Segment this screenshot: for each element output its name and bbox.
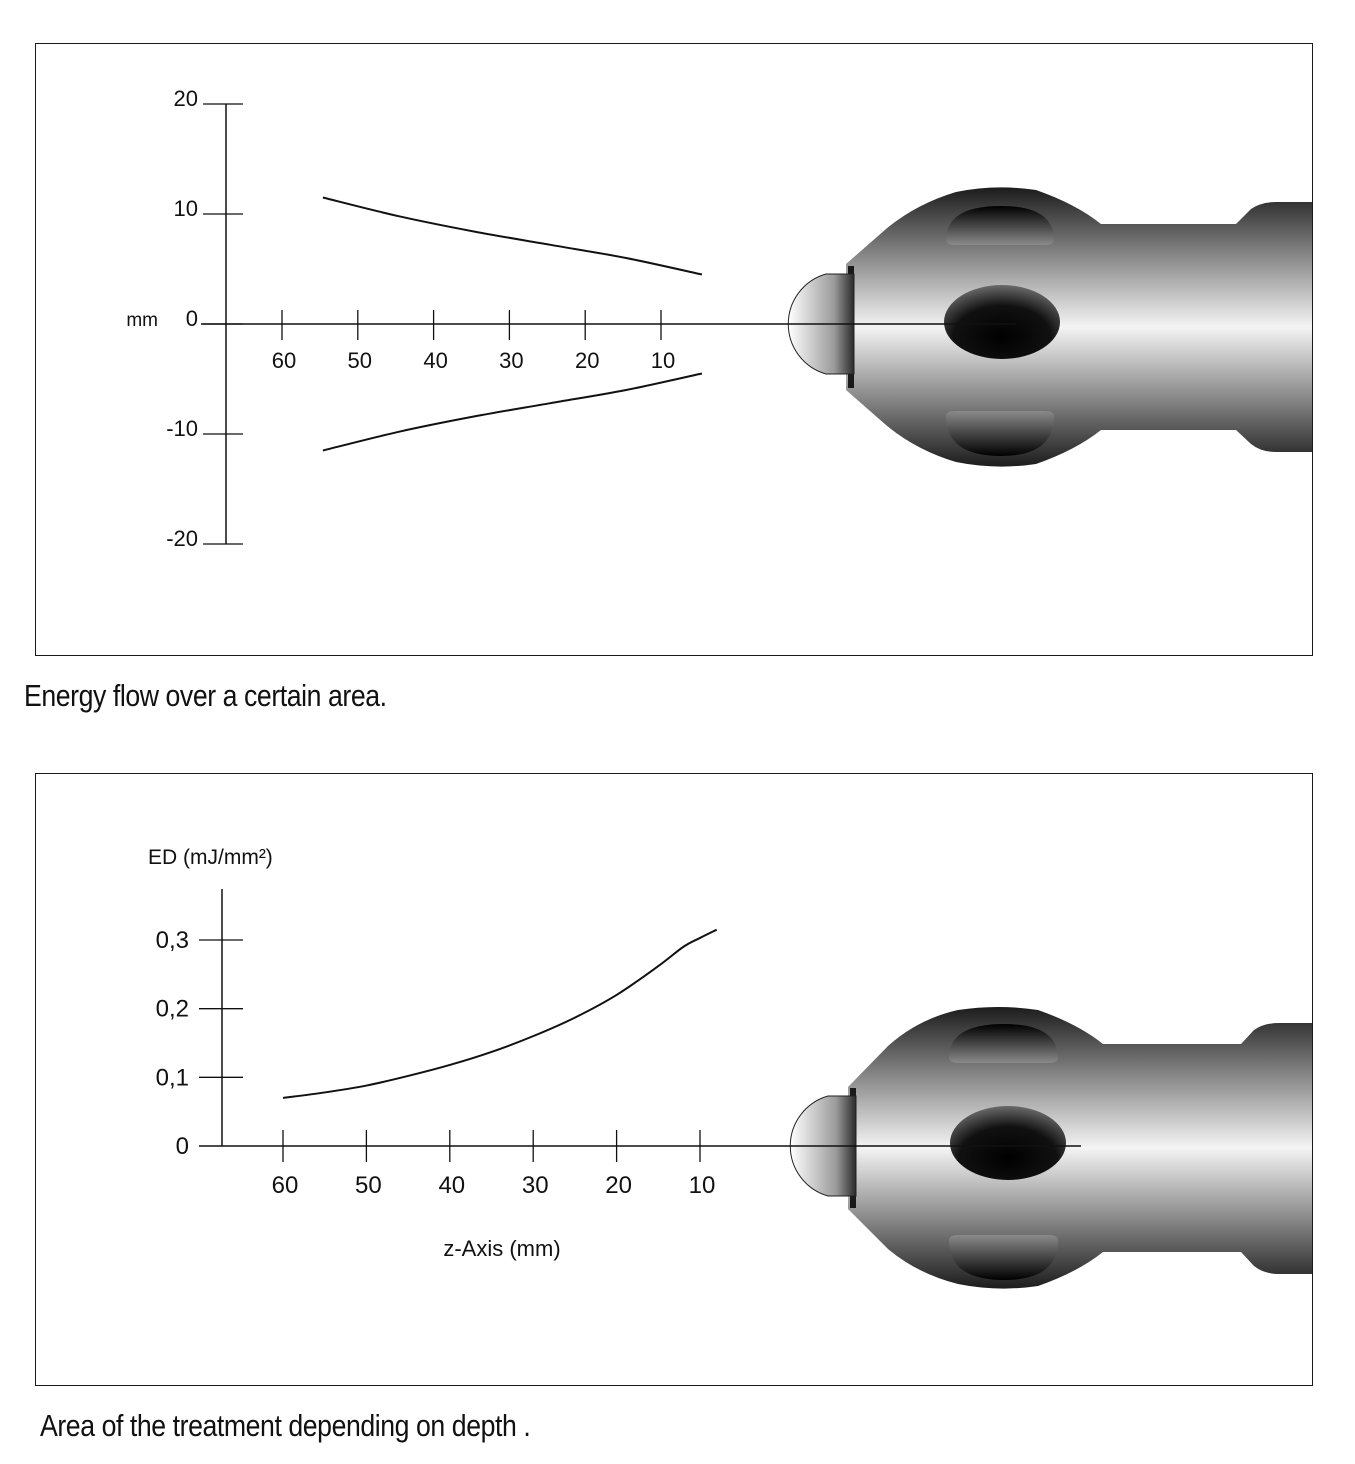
y-tick-label: 0 [175, 1133, 189, 1160]
y-tick-label: 0,1 [155, 1064, 189, 1092]
applicator-hole-center [944, 285, 1060, 359]
x-tick-label: 20 [605, 1172, 632, 1199]
y-tick-label: -10 [166, 416, 198, 441]
x-tick-label: 30 [521, 1172, 549, 1199]
y-axis-unit-label: mm [126, 310, 158, 331]
energy-density-panel [35, 773, 1313, 1386]
y-tick-label: 0,2 [155, 995, 189, 1023]
x-tick-label: 30 [499, 348, 524, 373]
energy-density-line [283, 930, 717, 1098]
y-tick-label: 0 [185, 306, 198, 331]
y-axis-title: ED (mJ/mm²) [148, 846, 273, 869]
y-tick-label: 20 [173, 86, 198, 111]
applicator-hole-center [950, 1106, 1066, 1180]
x-tick-label: 40 [423, 348, 448, 373]
x-tick-label: 10 [688, 1172, 716, 1199]
applicator-device [788, 187, 1313, 466]
caption-treatment-area: Area of the treatment depending on depth . [40, 1408, 531, 1443]
energy-density-chart [36, 774, 1313, 1386]
beam-spread-panel [35, 43, 1313, 656]
applicator-body [846, 187, 1313, 466]
x-tick-label: 60 [271, 348, 297, 373]
y-tick-label: 0,3 [155, 927, 189, 954]
caption-energy-flow: Energy flow over a certain area. [24, 678, 387, 713]
beam-spread-chart [36, 44, 1313, 656]
bottom-series [283, 930, 717, 1098]
x-tick-label: 60 [271, 1172, 299, 1199]
x-tick-label: 20 [574, 348, 600, 373]
x-tick-label: 50 [355, 1172, 382, 1199]
y-tick-label: -20 [166, 526, 198, 551]
x-tick-label: 40 [438, 1172, 466, 1199]
applicator-body [848, 1007, 1313, 1289]
beam-lower-boundary-line [323, 374, 702, 451]
x-tick-label: 50 [347, 348, 373, 373]
applicator-device [790, 1007, 1313, 1289]
x-tick-label: 10 [650, 348, 676, 373]
x-axis-title: z-Axis (mm) [443, 1236, 561, 1261]
beam-upper-boundary-line [323, 198, 702, 275]
y-tick-label: 10 [173, 196, 198, 221]
